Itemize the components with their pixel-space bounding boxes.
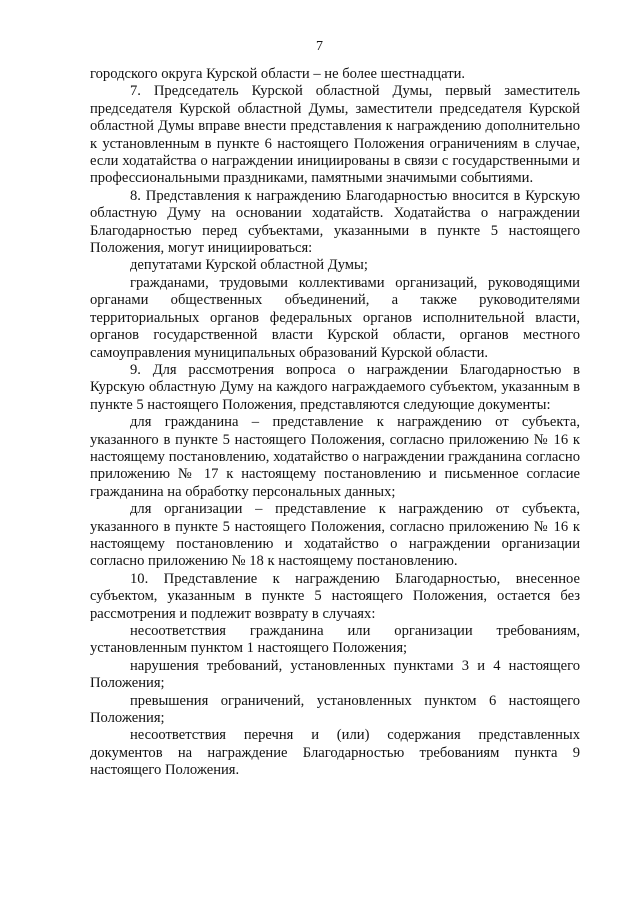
paragraph-initiator-citizens: гражданами, трудовыми коллективами организаций, руководящими органами общественных объединений, а также руководителями территориальных органов федеральных органов исполнительной власти, органов государственной власти Курской области, органов местного самоуправления муниципальных образований Курской области.	[90, 274, 580, 361]
paragraph-item-8: 8. Представления к награждению Благодарностью вносится в Курскую областную Думу на основании ходатайств. Ходатайства о награждении Благодарностью перед субъектами, указанными в пункте 5 настоящего Положения, могут инициироваться:	[90, 187, 580, 257]
paragraph-initiator-deputies: депутатами Курской областной Думы;	[130, 257, 368, 274]
paragraph-docs-citizen: для гражданина – представление к награждению от субъекта, указанного в пункте 5 настоящего Положения, согласно приложению № 16 к настоящему постановлению, ходатайство о награждении гражданина согласно приложению № 17 к настоящему постановлению и письменное согласие гражданина на обработку персональных данных;	[90, 414, 580, 500]
paragraph-continuation: городского округа Курской области – не более шестнадцати.	[90, 66, 466, 82]
paragraph-case-documents: несоответствия перечня и (или) содержания представленных документов на награждение Благодарностью требованиям пункта 9 настоящего Положения.	[90, 727, 580, 779]
paragraph-item-7: 7. Председатель Курской областной Думы, первый заместитель председателя Курской областной Думы, заместители председателя Курской областной Думы вправе внести представления к награждению дополнительно к установленным в пункте 6 настоящего Положения ограничениям в случае, если ходатайства о награждении инициированы в связи с государственными и профессиональными праздниками, памятными значимыми событиями.	[90, 83, 580, 187]
paragraph-docs-organization: для организации – представление к награждению от субъекта, указанного в пункте 5 настоящего Положения, согласно приложению № 16 к настоящему постановлению и ходатайство о награждении организации согласно приложению № 18 к настоящему постановлению.	[90, 501, 580, 570]
paragraph-case-noncompliance: несоответствия гражданина или организации требованиям, установленным пунктом 1 настоящего Положения;	[90, 623, 580, 657]
document-body	[90, 66, 580, 780]
page-number: 7	[316, 39, 323, 54]
paragraph-case-excess: превышения ограничений, установленных пунктом 6 настоящего Положения;	[90, 692, 580, 727]
paragraph-item-10: 10. Представление к награждению Благодарностью, внесенное субъектом, указанным в пункте 5 настоящего Положения, остается без рассмотрения и подлежит возврату в случаях:	[90, 570, 580, 622]
paragraph-case-violation: нарушения требований, установленных пунктами 3 и 4 настоящего Положения;	[90, 657, 580, 692]
paragraph-item-9: 9. Для рассмотрения вопроса о награждении Благодарностью в Курскую областную Думу на каждого награждаемого субъектом, указанным в пункте 5 настоящего Положения, представляются следующие документы:	[90, 361, 580, 413]
